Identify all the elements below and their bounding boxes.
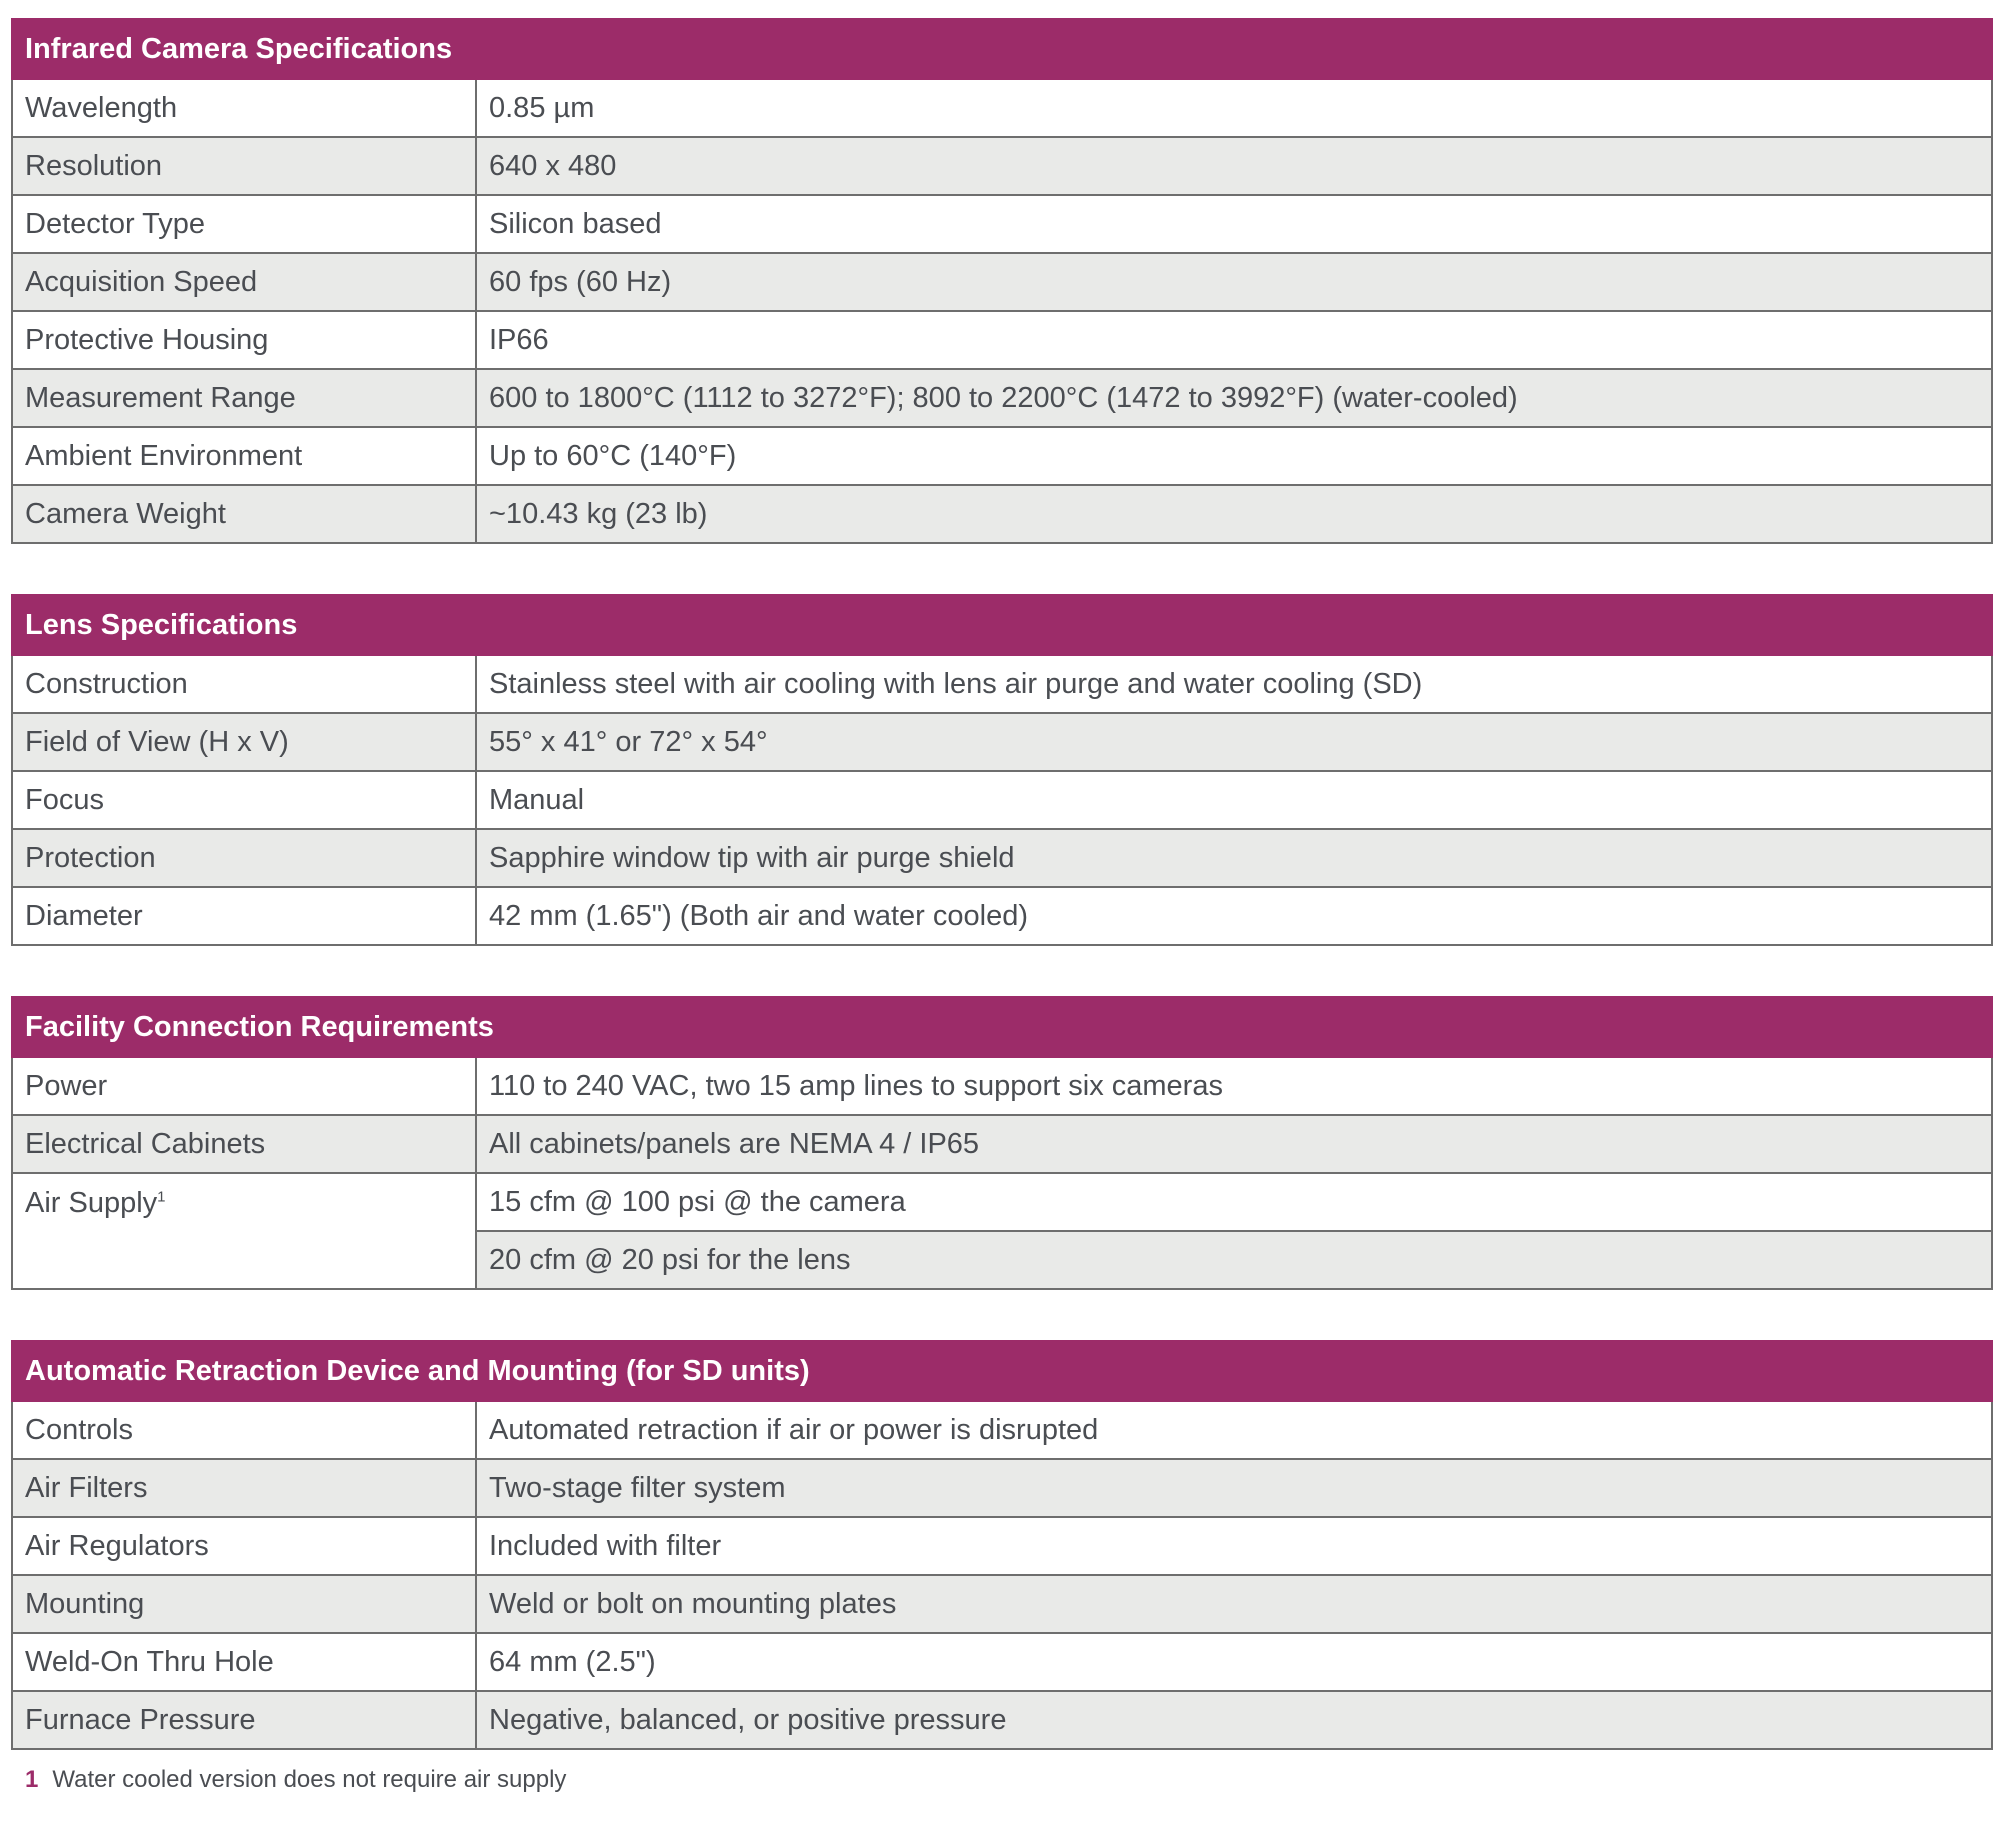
- spec-label: Field of View (H x V): [12, 713, 476, 771]
- spec-sheet: [11, 18, 1991, 1794]
- spec-value: 64 mm (2.5"): [476, 1633, 1992, 1691]
- spec-label: Protection: [12, 829, 476, 887]
- spec-value: 0.85 µm: [476, 79, 1992, 137]
- table-row: [12, 1057, 1992, 1115]
- spec-label: Controls: [12, 1401, 476, 1459]
- lens-specs-table: [11, 594, 1993, 946]
- spec-value: 60 fps (60 Hz): [476, 253, 1992, 311]
- spec-label: Construction: [12, 655, 476, 713]
- table-row: [12, 253, 1992, 311]
- table-row: [12, 1575, 1992, 1633]
- spec-value: Two-stage filter system: [476, 1459, 1992, 1517]
- footnote: [11, 1766, 1991, 1794]
- spec-label: Air Filters: [12, 1459, 476, 1517]
- infrared-camera-specs-title: Infrared Camera Specifications: [12, 19, 1992, 79]
- facility-connection-table: [11, 996, 1993, 1290]
- table-header-row: [12, 19, 1992, 79]
- spec-label: Air Supply: [25, 1187, 158, 1219]
- lens-specs-title: Lens Specifications: [12, 595, 1992, 655]
- footnote-mark: 1: [25, 1766, 39, 1793]
- spec-label: Acquisition Speed: [12, 253, 476, 311]
- table-row: [12, 311, 1992, 369]
- spec-label: Detector Type: [12, 195, 476, 253]
- infrared-camera-specs-table: [11, 18, 1993, 544]
- spec-label: Mounting: [12, 1575, 476, 1633]
- spec-value: 15 cfm @ 100 psi @ the camera: [476, 1173, 1992, 1231]
- table-row: [12, 1173, 1992, 1231]
- spec-label: Focus: [12, 771, 476, 829]
- air-supply-label-cell: [12, 1173, 476, 1289]
- spec-value: Weld or bolt on mounting plates: [476, 1575, 1992, 1633]
- table-row: [12, 137, 1992, 195]
- table-row: [12, 1633, 1992, 1691]
- table-row: [12, 655, 1992, 713]
- spec-value: Sapphire window tip with air purge shield: [476, 829, 1992, 887]
- spec-value: 110 to 240 VAC, two 15 amp lines to support six cameras: [476, 1057, 1992, 1115]
- table-row: [12, 829, 1992, 887]
- spec-value: 20 cfm @ 20 psi for the lens: [476, 1231, 1992, 1289]
- spec-value: 42 mm (1.65") (Both air and water cooled): [476, 887, 1992, 945]
- table-row: [12, 887, 1992, 945]
- spec-value: Silicon based: [476, 195, 1992, 253]
- table-row: [12, 1401, 1992, 1459]
- spec-label: Furnace Pressure: [12, 1691, 476, 1749]
- footnote-text: Water cooled version does not require air supply: [52, 1766, 567, 1793]
- spec-value: Automated retraction if air or power is disrupted: [476, 1401, 1992, 1459]
- facility-connection-title: Facility Connection Requirements: [12, 997, 1992, 1057]
- table-row: [12, 195, 1992, 253]
- spec-value: All cabinets/panels are NEMA 4 / IP65: [476, 1115, 1992, 1173]
- spec-value: 55° x 41° or 72° x 54°: [476, 713, 1992, 771]
- table-row: [12, 485, 1992, 543]
- spec-value: Manual: [476, 771, 1992, 829]
- table-row: [12, 1115, 1992, 1173]
- retraction-device-title: Automatic Retraction Device and Mounting (for SD units): [12, 1341, 1992, 1401]
- spec-label: Electrical Cabinets: [12, 1115, 476, 1173]
- table-row: [12, 1691, 1992, 1749]
- spec-value: 640 x 480: [476, 137, 1992, 195]
- spec-label: Resolution: [12, 137, 476, 195]
- spec-label: Measurement Range: [12, 369, 476, 427]
- table-header-row: [12, 1341, 1992, 1401]
- footnote-reference: 1: [157, 1188, 166, 1206]
- table-row: [12, 1517, 1992, 1575]
- spec-label: Weld-On Thru Hole: [12, 1633, 476, 1691]
- spec-label: Camera Weight: [12, 485, 476, 543]
- spec-label: Diameter: [12, 887, 476, 945]
- spec-label: Power: [12, 1057, 476, 1115]
- table-row: [12, 1459, 1992, 1517]
- spec-value: Up to 60°C (140°F): [476, 427, 1992, 485]
- spec-value: Negative, balanced, or positive pressure: [476, 1691, 1992, 1749]
- spec-label: Air Regulators: [12, 1517, 476, 1575]
- retraction-device-table: [11, 1340, 1993, 1750]
- spec-value: ~10.43 kg (23 lb): [476, 485, 1992, 543]
- spec-label: Protective Housing: [12, 311, 476, 369]
- spec-value: Stainless steel with air cooling with lens air purge and water cooling (SD): [476, 655, 1992, 713]
- table-header-row: [12, 595, 1992, 655]
- spec-value: Included with filter: [476, 1517, 1992, 1575]
- spec-label: Wavelength: [12, 79, 476, 137]
- table-row: [12, 369, 1992, 427]
- table-row: [12, 427, 1992, 485]
- spec-label: Ambient Environment: [12, 427, 476, 485]
- table-row: [12, 79, 1992, 137]
- table-header-row: [12, 997, 1992, 1057]
- table-row: [12, 713, 1992, 771]
- spec-value: 600 to 1800°C (1112 to 3272°F); 800 to 2200°C (1472 to 3992°F) (water-cooled): [476, 369, 1992, 427]
- spec-value: IP66: [476, 311, 1992, 369]
- table-row: [12, 771, 1992, 829]
